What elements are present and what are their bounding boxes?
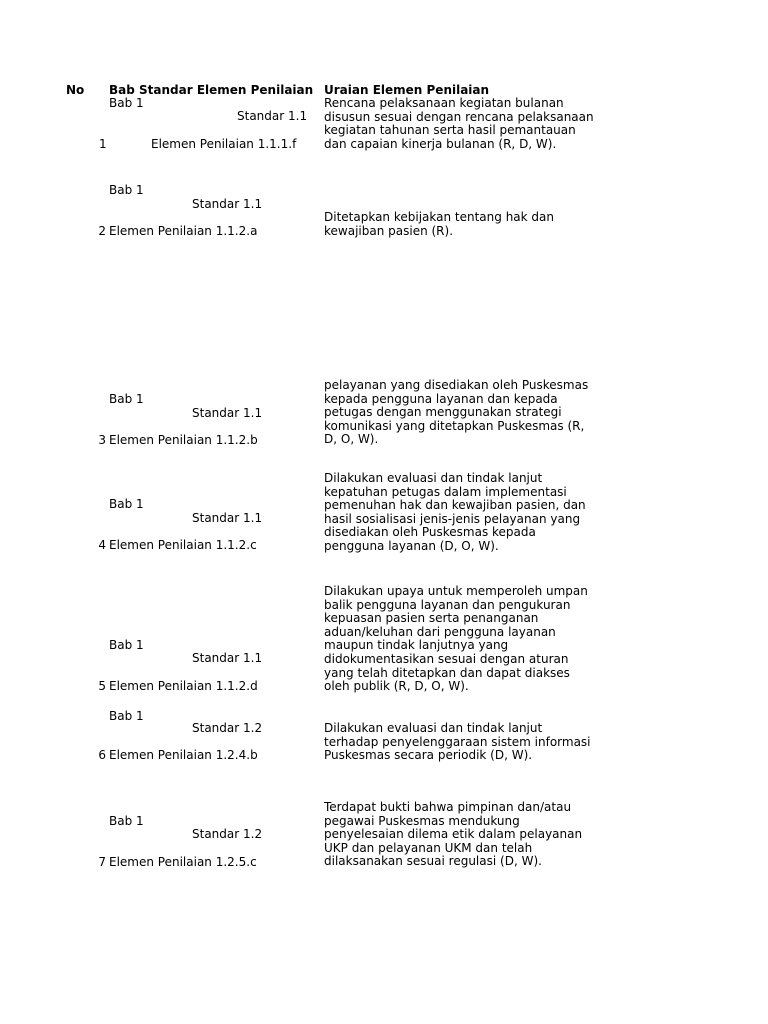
row-3-standar: Standar 1.1 [192, 406, 263, 420]
row-3-uraian: pelayanan yang disediakan oleh Puskesmas kepada pengguna layanan dan kepada petugas dengan menggunakan strategi komunikasi yang ditetapkan Puskesmas (R, D, O, W). [324, 378, 589, 447]
row-2-uraian: Ditetapkan kebijakan tentang hak dan kewajiban pasien (R). [324, 210, 554, 238]
row-5-elemen: Elemen Penilaian 1.1.2.d [109, 679, 258, 693]
row-6-uraian: Dilakukan evaluasi dan tindak lanjut terhadap penyelenggaraan sistem informasi Puskesmas secara periodik (D, W). [324, 721, 591, 763]
row-2-no: 2 [98, 224, 106, 238]
row-1-uraian: Rencana pelaksanaan kegiatan bulanan disusun sesuai dengan rencana pelaksanaan kegiatan tahunan serta hasil pemantauan dan capaian kinerja bulanan (R, D, W). [324, 96, 594, 151]
row-4-no: 4 [98, 538, 106, 552]
row-5-uraian: Dilakukan upaya untuk memperoleh umpan balik pengguna layanan dan pengukuran kepuasan pasien serta penanganan aduan/keluhan dari pengguna layanan maupun tindak lanjutnya yang didokumentasikan sesuai dengan aturan yang telah ditetapkan dan dapat diakses oleh publik (R, D, O, W). [324, 584, 588, 694]
row-7-bab: Bab 1 [109, 814, 144, 828]
header-no: No [66, 83, 85, 97]
row-1-bab: Bab 1 [109, 96, 144, 110]
row-1-standar: Standar 1.1 [237, 109, 308, 123]
row-6-elemen: Elemen Penilaian 1.2.4.b [109, 748, 258, 762]
row-7-standar: Standar 1.2 [192, 827, 263, 841]
row-4-standar: Standar 1.1 [192, 511, 263, 525]
row-2-standar: Standar 1.1 [192, 197, 263, 211]
row-7-no: 7 [98, 855, 106, 869]
header-uraian: Uraian Elemen Penilaian [324, 83, 490, 97]
row-3-elemen: Elemen Penilaian 1.1.2.b [109, 433, 258, 447]
row-6-bab: Bab 1 [109, 709, 144, 723]
header-bab-standar-elemen: Bab Standar Elemen Penilaian [109, 83, 314, 97]
row-7-uraian: Terdapat bukti bahwa pimpinan dan/atau pegawai Puskesmas mendukung penyelesaian dilema etik dalam pelayanan UKP dan pelayanan UKM dan telah dilaksanakan sesuai regulasi (D, W). [324, 800, 583, 869]
row-4-bab: Bab 1 [109, 497, 144, 511]
row-6-standar: Standar 1.2 [192, 721, 263, 735]
row-5-bab: Bab 1 [109, 638, 144, 652]
row-1-elemen: Elemen Penilaian 1.1.1.f [151, 137, 297, 151]
row-4-uraian: Dilakukan evaluasi dan tindak lanjut kepatuhan petugas dalam implementasi pemenuhan hak dan kewajiban pasien, dan hasil sosialisasi jenis-jenis pelayanan yang disediakan oleh Puskesmas kepada pengguna layanan (D, O, W). [324, 471, 586, 553]
row-4-elemen: Elemen Penilaian 1.1.2.c [109, 538, 257, 552]
row-2-elemen: Elemen Penilaian 1.1.2.a [109, 224, 258, 238]
row-5-no: 5 [98, 679, 106, 693]
row-3-bab: Bab 1 [109, 392, 144, 406]
row-6-no: 6 [98, 748, 106, 762]
row-1-no: 1 [99, 137, 107, 151]
row-7-elemen: Elemen Penilaian 1.2.5.c [109, 855, 257, 869]
row-3-no: 3 [98, 433, 106, 447]
row-5-standar: Standar 1.1 [192, 651, 263, 665]
row-2-bab: Bab 1 [109, 183, 144, 197]
